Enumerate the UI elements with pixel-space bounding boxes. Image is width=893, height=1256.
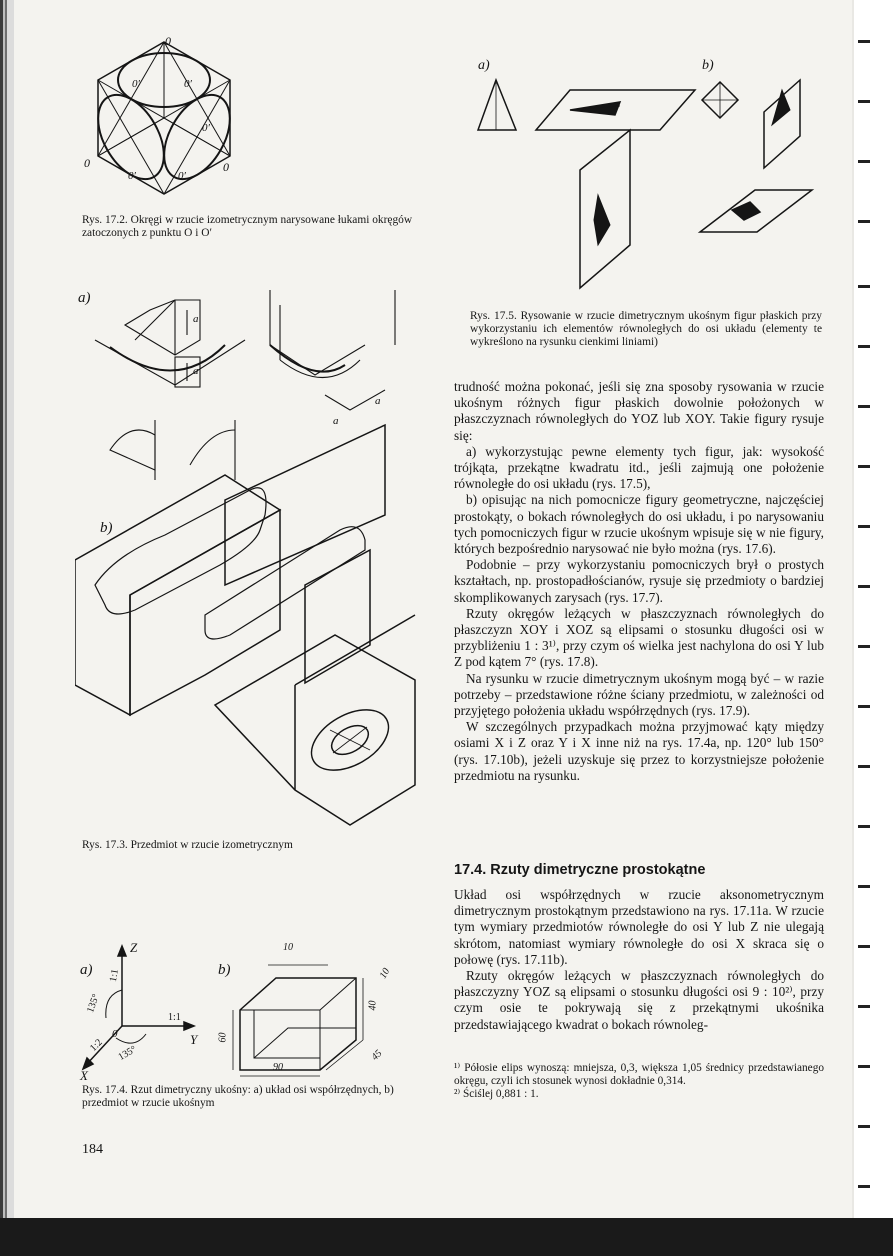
dim-a-2: a [193,365,199,377]
page-number: 184 [82,1142,103,1157]
paragraph: Układ osi współrzędnych w rzucie aksonometrycznym dimetrycznym prostokątnym przedstawiono na rys. 17.11a. W rzucie tym wymiary przedmiotów równoległe do osi Y lub Z nie ulegają skrótom, natomiast wymiary równoległe do osi X skraca się o połowę (rys. 17.11b). [454,887,824,967]
angle-135-top: 135° [85,992,102,1015]
footnote-1: ¹⁾ Półosie elips wynoszą: mniejsza, 0,3, większa 1,05 średnicy przedstawianego okręgu, czyli ich stosunek wynosi dokładnie 0,314. [454,1062,824,1087]
dim-10-top: 10 [283,942,293,953]
figure-17-3 [75,285,420,830]
body-text-column [454,379,824,784]
paragraph: Na rysunku w rzucie dimetrycznym ukośnym mogą być – w razie potrzeby – przedstawione różne ściany przedmiotu, w zależności od przyjętego położenia układu współrzędnych (rys. 17.9). [454,670,824,719]
label-0p-4: 0′ [128,170,136,182]
footnote-2: ²⁾ Ściślej 0,881 : 1. [454,1088,539,1100]
label-0p-2: 0′ [184,78,192,90]
paragraph: W szczególnych przypadkach można przyjmować kąty między osiami X i Z oraz Y i X inne niż na rys. 17.4a, np. 120° lub 150° (rys. 17.10b), jeżeli uzyskuje się przez to korzystniejsze położenie przedmiotu na rysunku. [454,719,824,783]
figure-17-2 [80,34,240,198]
axis-y: Y [190,1032,198,1047]
figure-17-5 [470,40,820,302]
paragraph: Rzuty okręgów leżących w płaszczyznach równoległych do płaszczyzny YOZ są elipsami o stosunku długości osi 9 : 10²⁾, przy czym osie te pokrywają się z przekątnymi ukośnika przedstawiającego kwadrat o bokach równoleg- [454,968,824,1032]
scan-left-edge [0,0,14,1256]
section-body [454,887,824,1033]
label-17-5-a: a) [478,58,490,73]
axis-x: X [80,1068,88,1083]
dim-10-right: 10 [377,966,393,981]
label-0p-5: 0′ [178,170,186,182]
caption-fig-17-2: Rys. 17.2. Okręgi w rzucie izometrycznym narysowane łukami okręgów zatoczonych z punktu O i O′ [82,214,413,239]
paragraph: Podobnie – przy wykorzystaniu pomocniczych brył o prostych kształtach, np. prostopadłościanów, rysuje się przedmioty o bardziej skomplikowanych zarysach (rys. 17.7). [454,557,824,605]
label-0-right: 0 [223,160,229,174]
paragraph: Rzuty okręgów leżących w płaszczyznach równoległych do płaszczyzn XOY i XOZ są elipsami o stosunku długości osi w przybliżeniu 1 : 3¹⁾, przy czym oś wielka jest nachylona do osi Y lub Z pod kątem 7° (rys. 17.8). [454,605,824,670]
ratio-y: 1:1 [168,1012,181,1023]
label-0p-1: 0′ [132,78,140,90]
dim-90: 90 [273,1062,283,1073]
footnotes [454,1062,824,1101]
ratio-x: 1:2 [87,1037,105,1054]
dim-a-4: a [375,395,381,407]
label-17-5-b: b) [702,58,714,73]
label-0p-3: 0′ [202,122,210,134]
label-0-left: 0 [84,156,90,170]
section-heading: 17.4. Rzuty dimetryczne prostokątne [454,862,706,878]
dim-a-3: a [333,415,339,427]
caption-fig-17-5: Rys. 17.5. Rysowanie w rzucie dimetrycznym ukośnym figur płaskich przy wykorzystaniu ich elementów równoległych do osi układu (elementy te wykreślono na rysunku cienkimi liniami) [470,310,822,348]
label-17-3-b: b) [100,520,113,536]
label-17-4-b: b) [218,962,231,978]
paragraph: trudność można pokonać, jeśli się zna sposoby rysowania w rzucie ukośnym różnych figur płaskich dowolnie położonych w płaszczyznach równoległych do YOZ lub XOY. Takie figury rysuje się: [454,379,824,443]
dim-40: 40 [367,1000,379,1011]
dim-a-1: a [193,313,199,325]
caption-fig-17-4: Rys. 17.4. Rzut dimetryczny ukośny: a) układ osi współrzędnych, b) przedmiot w rzucie ukośnym [82,1084,394,1109]
angle-135-bottom: 135° [116,1043,139,1064]
caption-fig-17-3: Rys. 17.3. Przedmiot w rzucie izometrycznym [82,839,293,851]
label-17-4-a: a) [80,962,93,978]
ratio-z: 1:1 [107,968,121,983]
label-0-top: 0 [165,34,171,48]
paragraph: b) opisując na nich pomocnicze figury geometryczne, najczęściej prostokąty, o bokach równoległych do osi układu, i po narysowaniu tych pomocniczych figur w rzucie ukośnym wpisuje się w nie figury, których bezpośrednio narysować nie było można (rys. 17.6). [454,492,824,557]
scan-bottom-edge [0,1218,893,1256]
paragraph: a) wykorzystując pewne elementy tych figur, jak: wysokość trójkąta, przekątne kwadratu itd., jeśli zajmują one położenie równoległe do osi układu (rys. 17.5), [454,443,824,492]
figure-17-4 [78,940,428,1083]
dim-60: 60 [217,1032,229,1043]
label-17-3-a: a) [78,290,91,306]
axis-z: Z [130,940,138,955]
origin-0: 0 [112,1028,118,1040]
dim-45: 45 [369,1048,385,1063]
